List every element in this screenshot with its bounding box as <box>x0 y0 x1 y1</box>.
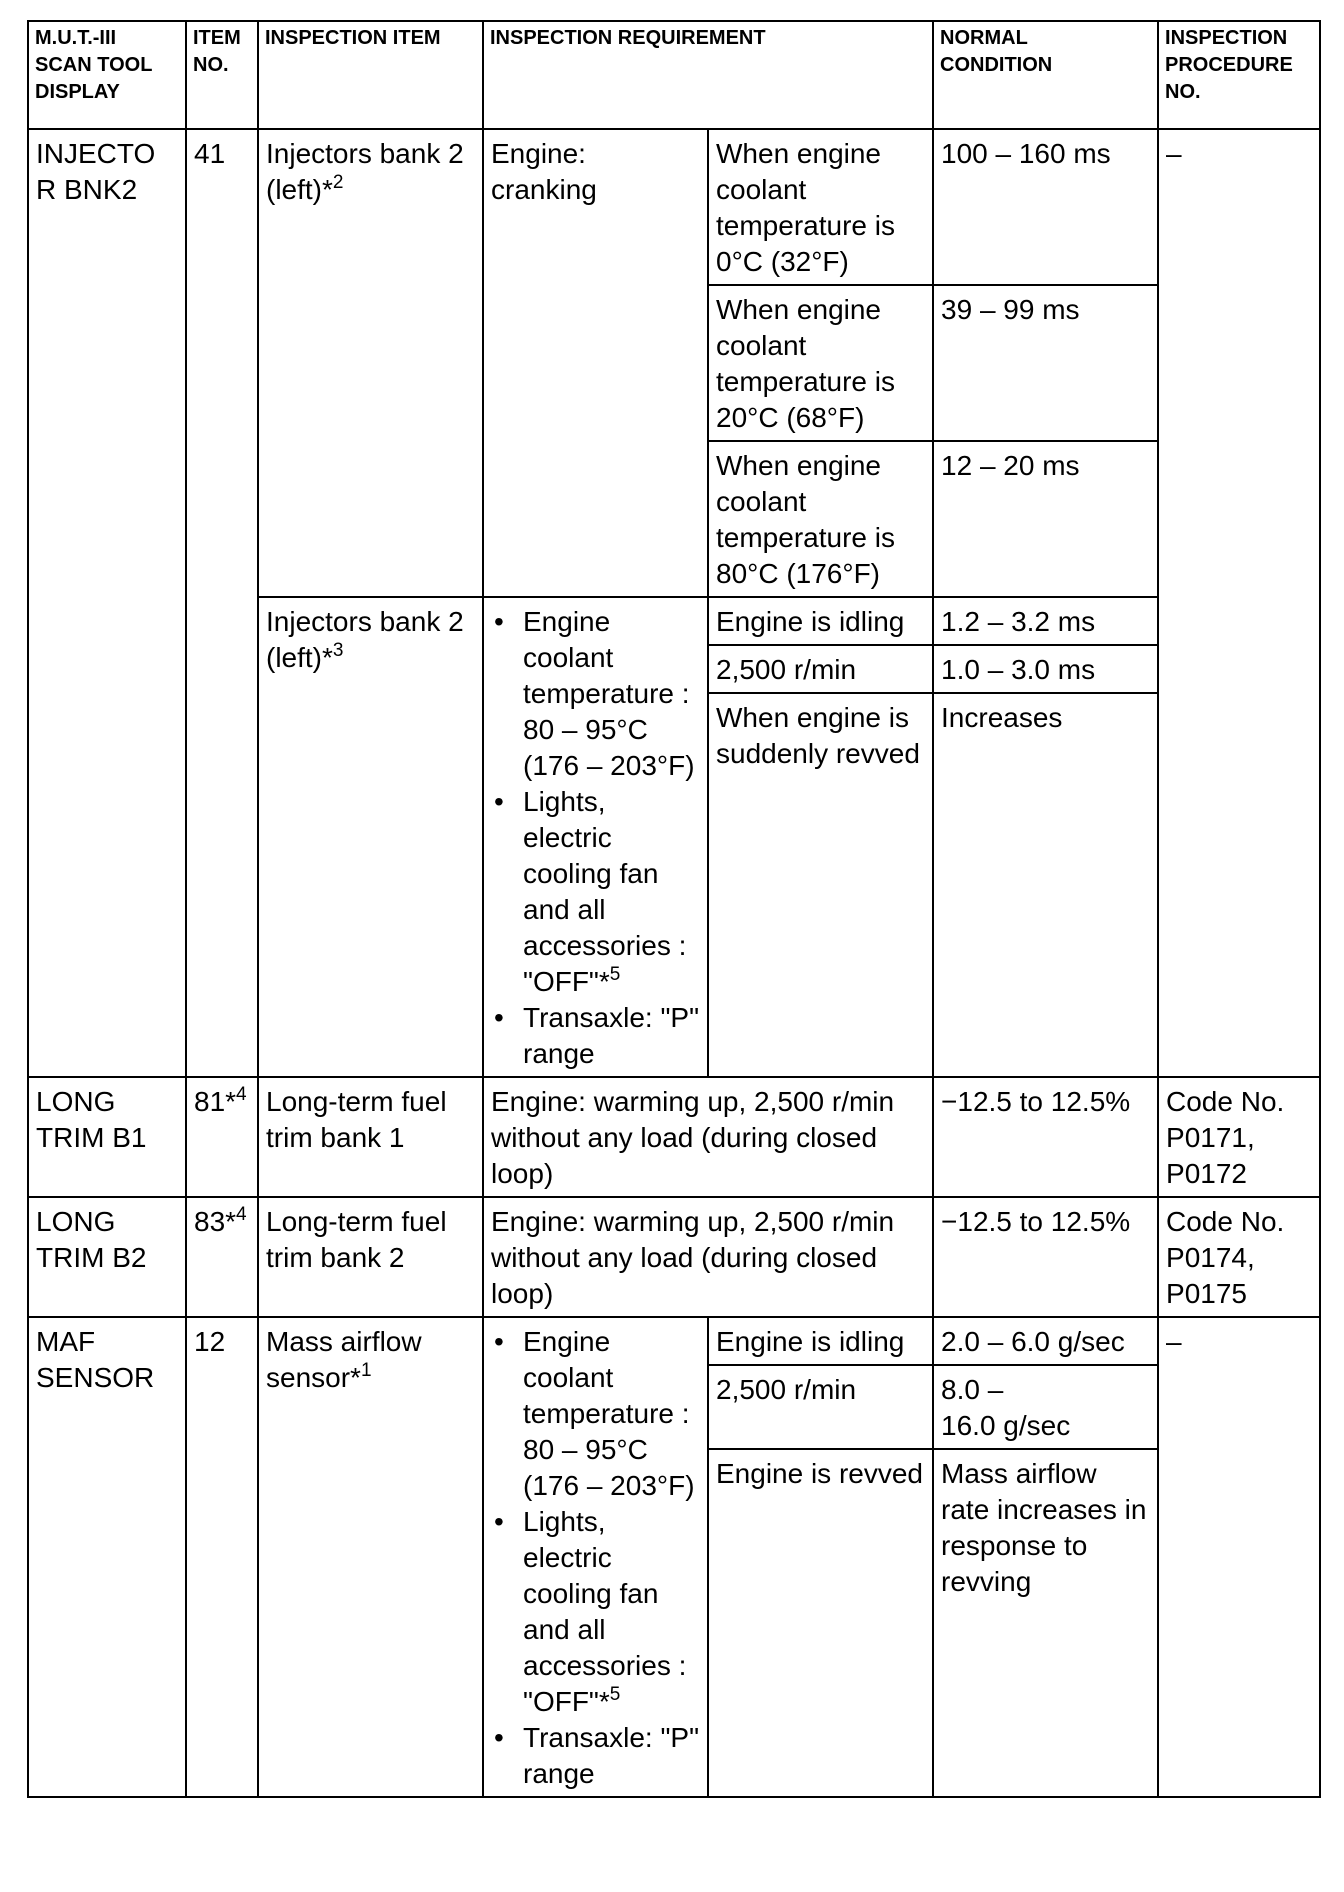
header-normal-condition: NORMAL CONDITION <box>933 21 1158 129</box>
normal-condition-cell: 2.0 – 6.0 g/sec <box>933 1317 1158 1365</box>
normal-condition-cell: 12 – 20 ms <box>933 441 1158 597</box>
procedure-no-cell: Code No. P0174, P0175 <box>1158 1197 1320 1317</box>
inspection-item-cell: Injectors bank 2 (left)*$^3$ <box>258 597 483 1077</box>
item-no-cell: 12 <box>186 1317 258 1797</box>
normal-condition-cell: 39 – 99 ms <box>933 285 1158 441</box>
condition-cell: When engine coolant temperature is 20°C (68°F) <box>708 285 933 441</box>
scan-tool-display-cell: MAF SENSOR <box>28 1317 186 1797</box>
inspection-item-cell: Mass airflow sensor*$^1$ <box>258 1317 483 1797</box>
normal-condition-cell: 8.0 – 16.0 g/sec <box>933 1365 1158 1449</box>
normal-condition-cell: Mass airflow rate increases in response to revving <box>933 1449 1158 1797</box>
list-item: • Transaxle: "P" range <box>523 1000 700 1072</box>
table-row <box>28 1197 1320 1317</box>
header-row <box>28 21 1320 129</box>
list-item: • Transaxle: "P" range <box>523 1720 700 1792</box>
procedure-no-cell: – <box>1158 129 1320 1077</box>
condition-cell: Engine is revved <box>708 1449 933 1797</box>
normal-condition-cell: 1.0 – 3.0 ms <box>933 645 1158 693</box>
scan-tool-display-cell: LONG TRIM B2 <box>28 1197 186 1317</box>
header-inspection-requirement: INSPECTION REQUIREMENT <box>483 21 933 129</box>
condition-cell: 2,500 r/min <box>708 1365 933 1449</box>
table-row <box>28 129 1320 285</box>
header-item-no: ITEM NO. <box>186 21 258 129</box>
condition-cell: When engine coolant temperature is 80°C (176°F) <box>708 441 933 597</box>
inspection-requirement-cell <box>483 597 708 1077</box>
inspection-item-cell: Long-term fuel trim bank 2 <box>258 1197 483 1317</box>
requirement-list <box>491 1324 700 1792</box>
inspection-requirement-cell: Engine: warming up, 2,500 r/min without any load (during closed loop) <box>483 1077 933 1197</box>
table-row <box>28 1077 1320 1197</box>
scan-tool-display-cell: INJECTO R BNK2 <box>28 129 186 1077</box>
header-procedure-no: INSPECTION PROCEDURE NO. <box>1158 21 1320 129</box>
procedure-no-cell: Code No. P0171, P0172 <box>1158 1077 1320 1197</box>
normal-condition-cell: 1.2 – 3.2 ms <box>933 597 1158 645</box>
inspection-requirement-cell: Engine: cranking <box>483 129 708 597</box>
normal-condition-cell: 100 – 160 ms <box>933 129 1158 285</box>
list-item: • Lights, electric cooling fan and all accessories : "OFF"*$^5$ <box>523 784 700 1000</box>
inspection-table <box>27 20 1321 1798</box>
item-no-cell: 81*$^4$ <box>186 1077 258 1197</box>
list-item: • Engine coolant temperature : 80 – 95°C (176 – 203°F) <box>523 1324 700 1504</box>
header-inspection-item: INSPECTION ITEM <box>258 21 483 129</box>
requirement-list <box>491 604 700 1072</box>
table-row <box>28 1317 1320 1365</box>
inspection-requirement-cell <box>483 1317 708 1797</box>
item-no-cell: 41 <box>186 129 258 1077</box>
condition-cell: Engine is idling <box>708 1317 933 1365</box>
scan-tool-display-cell: LONG TRIM B1 <box>28 1077 186 1197</box>
list-item: • Lights, electric cooling fan and all accessories : "OFF"*$^5$ <box>523 1504 700 1720</box>
condition-cell: Engine is idling <box>708 597 933 645</box>
inspection-requirement-cell: Engine: warming up, 2,500 r/min without any load (during closed loop) <box>483 1197 933 1317</box>
list-item: • Engine coolant temperature : 80 – 95°C (176 – 203°F) <box>523 604 700 784</box>
inspection-item-cell: Long-term fuel trim bank 1 <box>258 1077 483 1197</box>
inspection-item-cell: Injectors bank 2 (left)*$^2$ <box>258 129 483 597</box>
normal-condition-cell: −12.5 to 12.5% <box>933 1077 1158 1197</box>
condition-cell: When engine is suddenly revved <box>708 693 933 1077</box>
item-no-cell: 83*$^4$ <box>186 1197 258 1317</box>
header-scan-tool-display: M.U.T.-III SCAN TOOL DISPLAY <box>28 21 186 129</box>
condition-cell: 2,500 r/min <box>708 645 933 693</box>
normal-condition-cell: Increases <box>933 693 1158 1077</box>
procedure-no-cell: – <box>1158 1317 1320 1797</box>
normal-condition-cell: −12.5 to 12.5% <box>933 1197 1158 1317</box>
condition-cell: When engine coolant temperature is 0°C (32°F) <box>708 129 933 285</box>
